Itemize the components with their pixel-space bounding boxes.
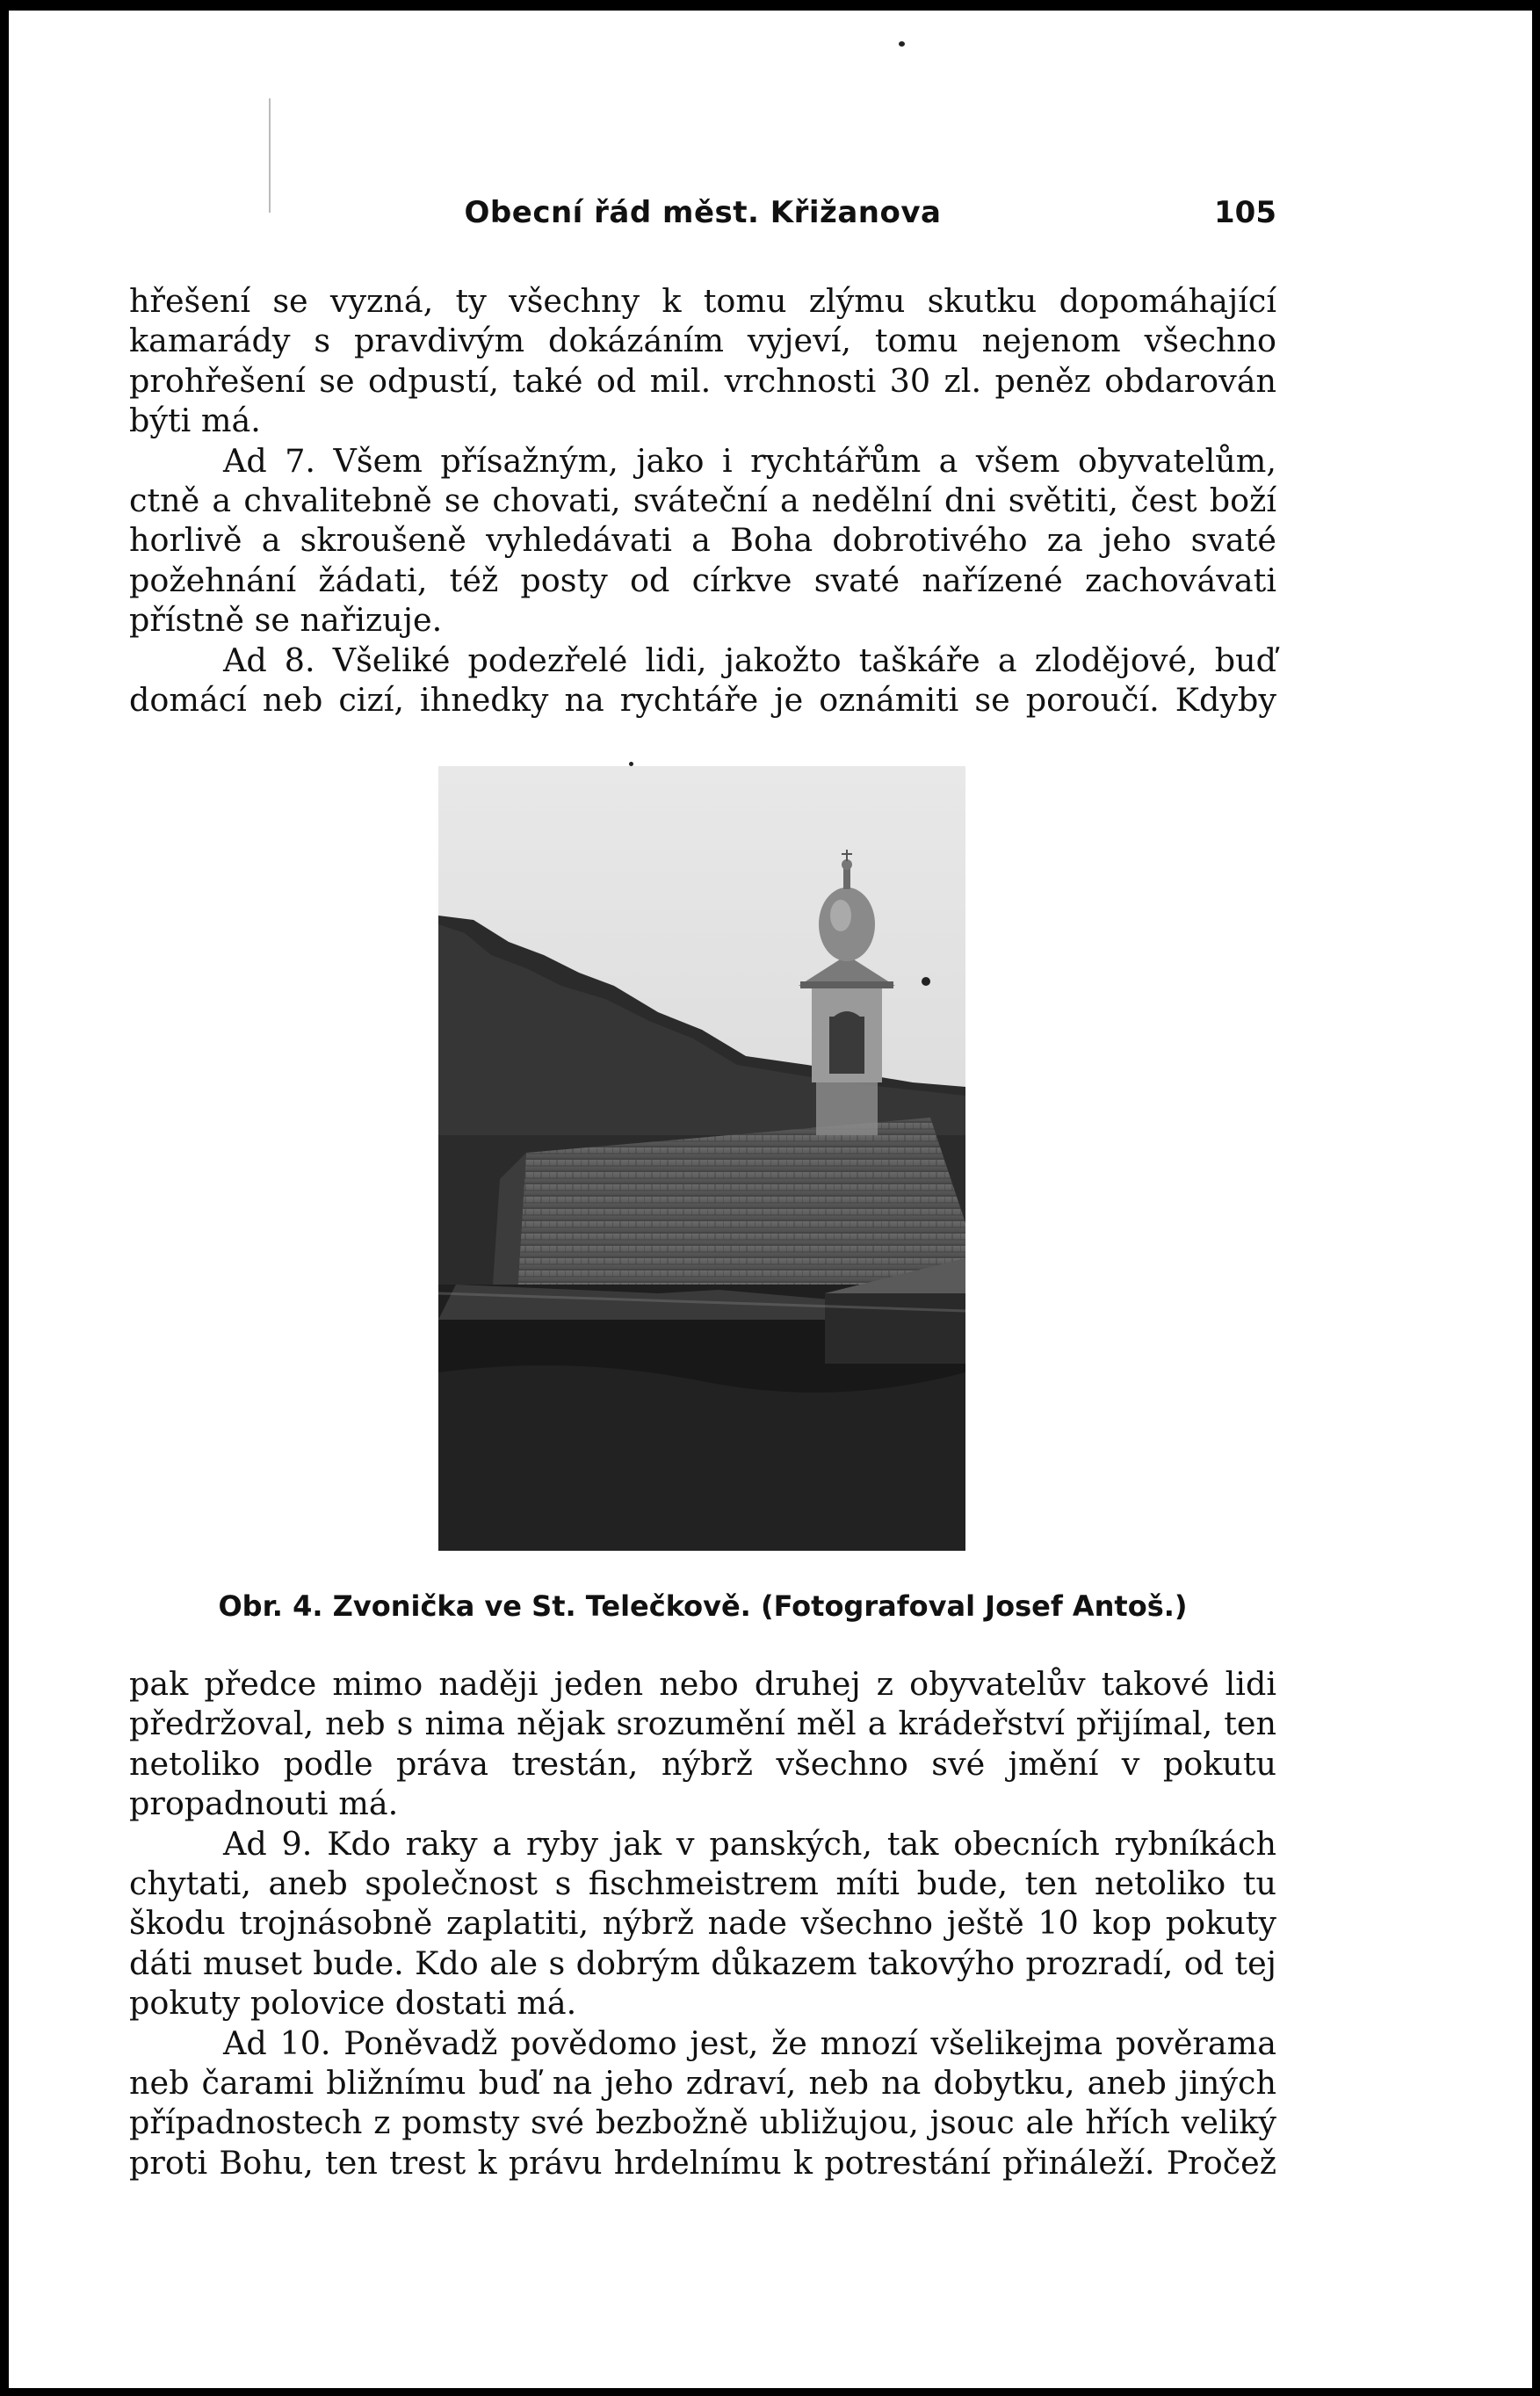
figure-photo-bell-tower: [438, 766, 965, 1551]
paragraph: pak předce mimo naději jeden nebo druhej z obyvatelův takové lidi předržoval, neb s nima nějak srozumění měl a krádeřství přijímal, ten netoliko podle práva trestán, nýbrž všechno své jmění v pokutu propadnouti má.: [129, 1665, 1276, 1823]
page-number: 105: [1214, 195, 1276, 230]
paragraph-ad-9: Ad 9. Kdo raky a ryby jak v panských, tak obecních rybníkách chytati, aneb společnost s fischmeistrem míti bude, ten netoliko tu škodu trojnásobně zaplatiti, nýbrž nade všechno ještě 10 kop pokuty dáti muset bude. Kdo ale s dobrým důkazem takovýho prozradí, od tej pokuty polovice dostati má.: [129, 1824, 1276, 2023]
paragraph-ad-8: Ad 8. Všeliké podezřelé lidi, jakožto taškáře a zlodějové, buď domácí neb cizí, ihnedky na rychtáře je oznámiti se poroučí. Kdyby: [129, 641, 1276, 720]
page-header: [129, 191, 1276, 235]
paragraph-ad-7: Ad 7. Všem přísažným, jako i rychtářům a všem obyvatelům, ctně a chvalitebně se chovati, sváteční a nedělní dni světiti, čest boží horlivě a skroušeně vyhledávati a Boha dobrotivého za jeho svaté požehnání žádati, též posty od církve svaté nařízené zachovávati přístně se nařizuje.: [129, 441, 1276, 640]
paragraph-ad-10: Ad 10. Poněvadž povědomo jest, že mnozí všelikejma pověrama neb čarami bližnímu buď na jeho zdraví, neb na dobytku, aneb jiných případnostech z pomsty své bezbožně ubližujou, jsouc ale hřích veliký proti Bohu, ten trest k právu hrdelnímu k potrestání přináleží. Pročež: [129, 2023, 1276, 2182]
text-block-before-figure: [129, 281, 1276, 720]
book-page: [9, 11, 1532, 2388]
ink-speck: [899, 41, 905, 47]
running-title: Obecní řád měst. Křižanova: [464, 195, 942, 230]
text-block-after-figure: [129, 1664, 1276, 2182]
figure-caption: Obr. 4. Zvonička ve St. Telečkově. (Fotografoval Josef Antoš.): [218, 1589, 1188, 1623]
bell-tower-photo-illustration: [438, 766, 965, 1551]
paragraph: hřešení se vyzná, ty všechny k tomu zlýmu skutku dopomáhající kamarády s pravdivým dokázáním vyjeví, tomu nejenom všechno prohřešení se odpustí, také od mil. vrchnosti 30 zl. peněz obdarován býti má.: [129, 282, 1276, 440]
